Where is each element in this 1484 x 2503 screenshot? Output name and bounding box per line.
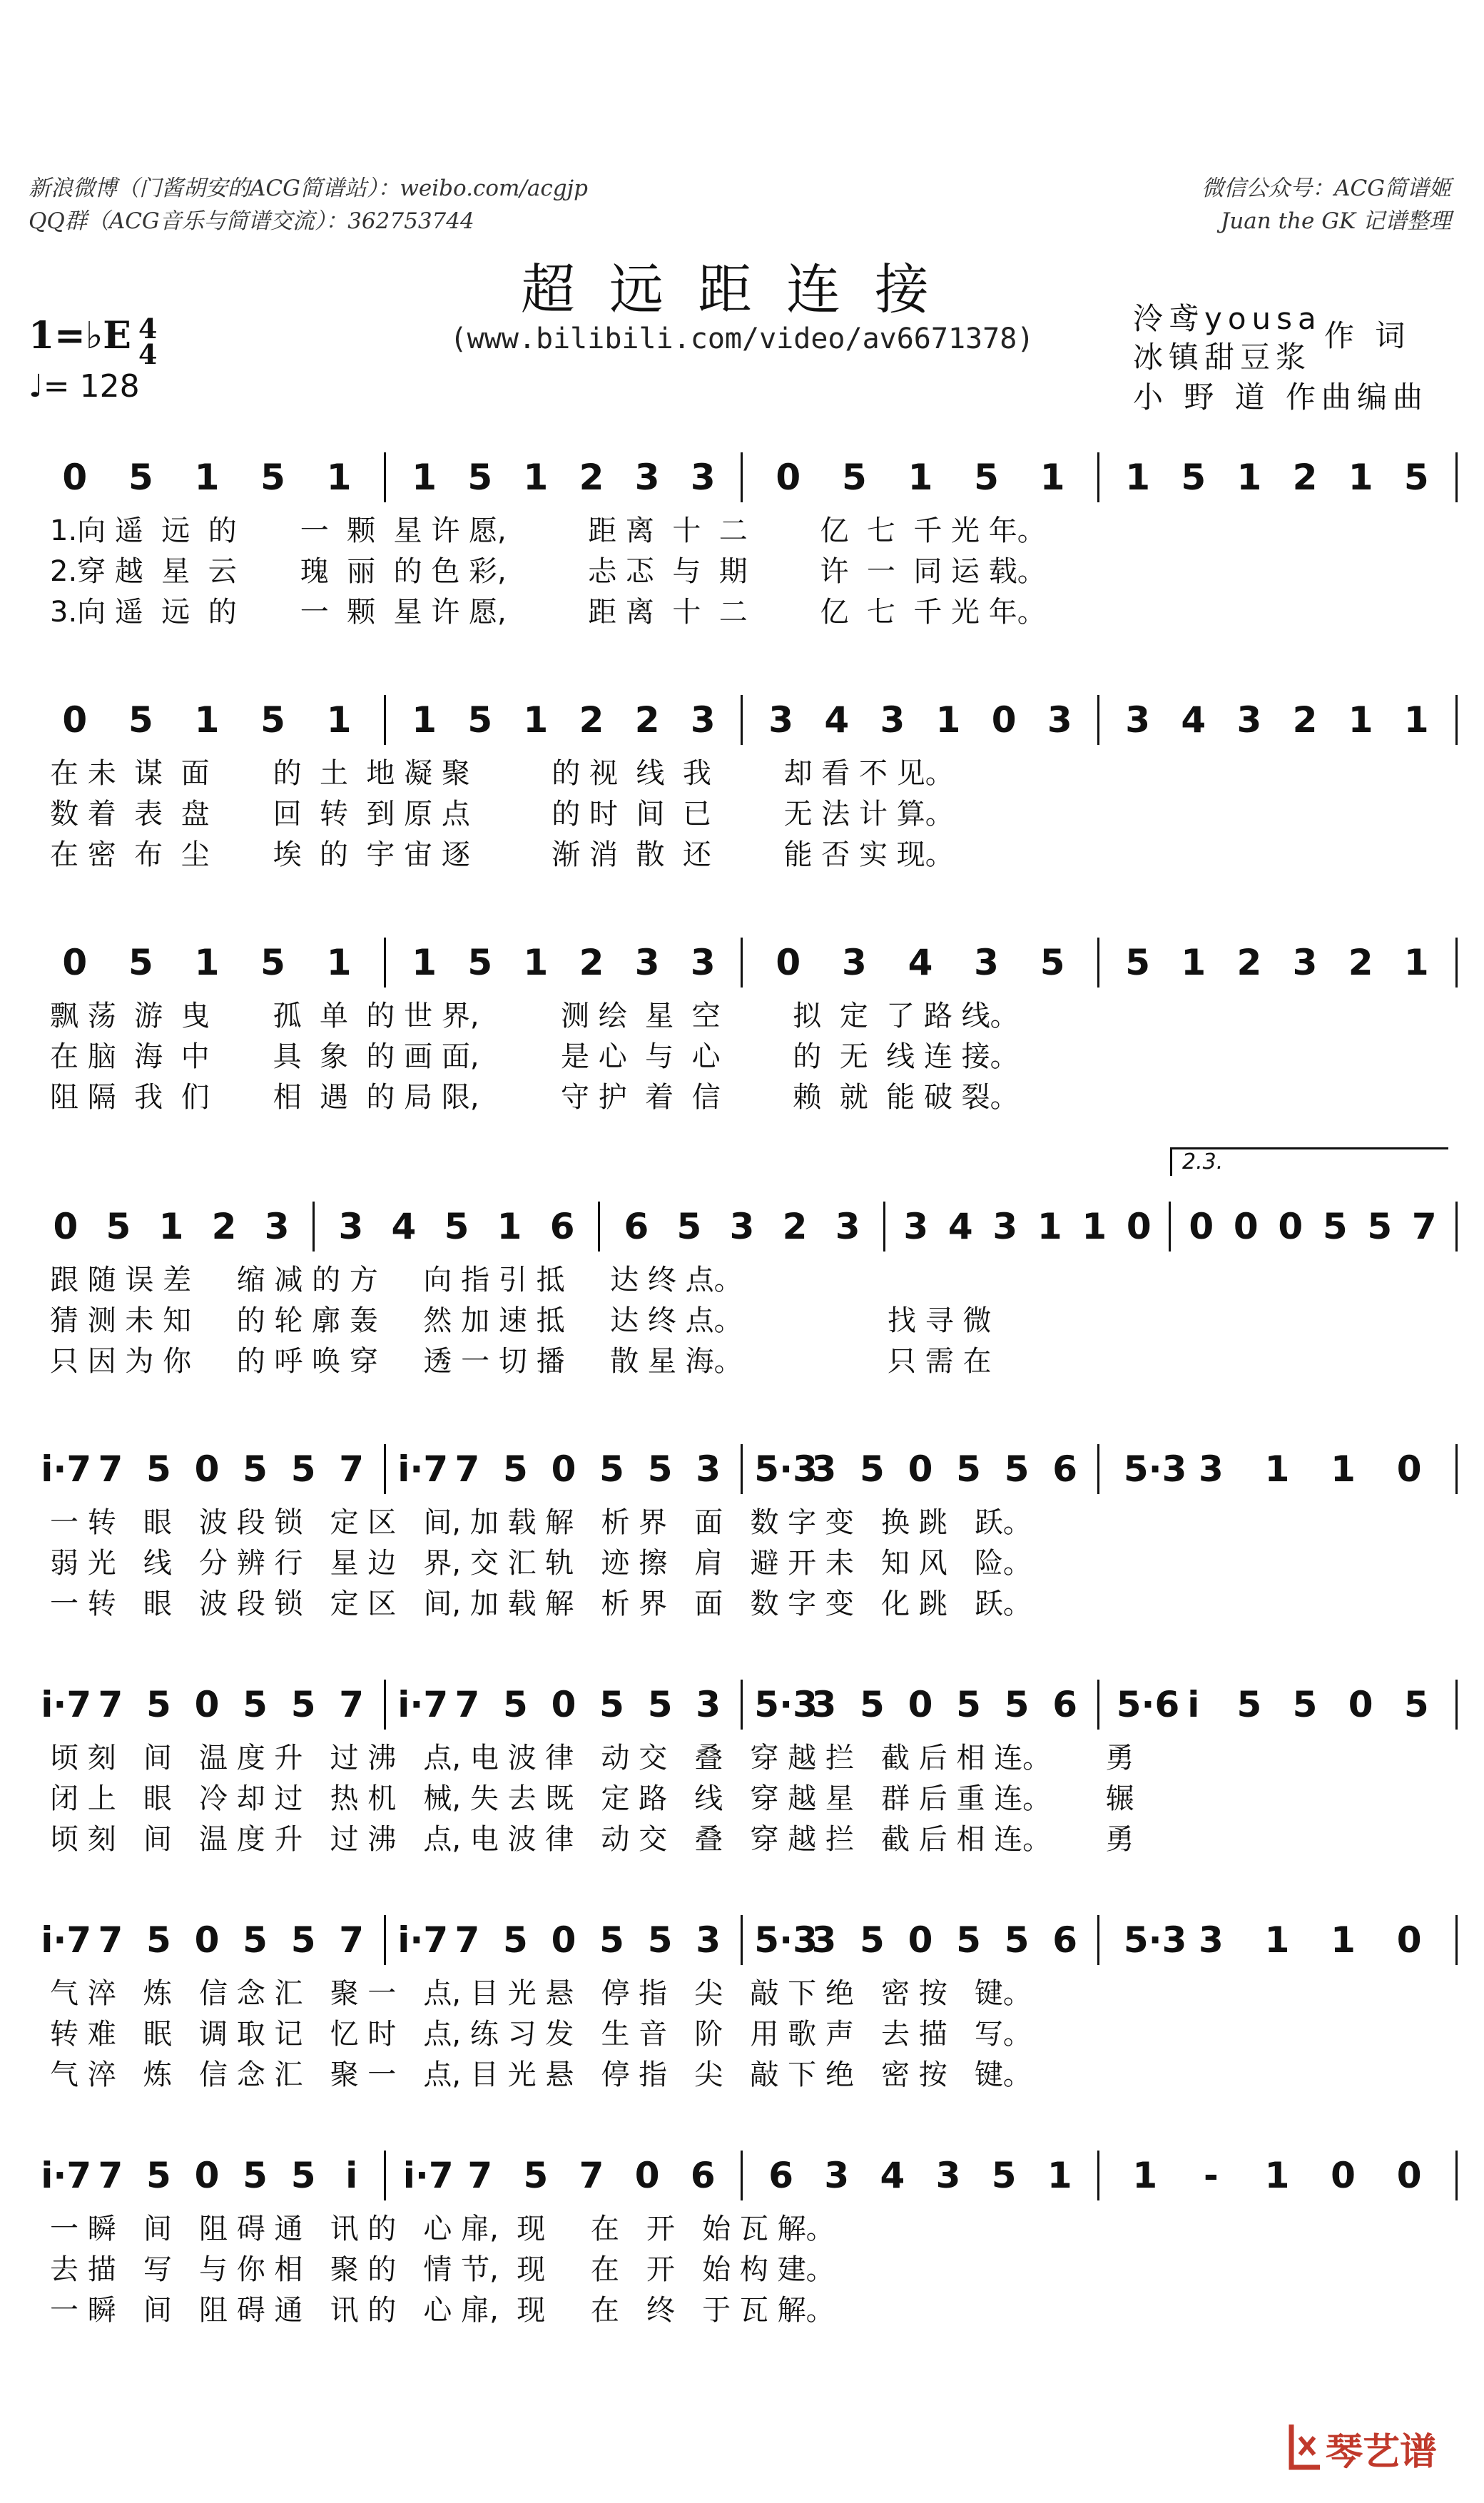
note: 0 bbox=[1278, 1206, 1303, 1247]
note: 5 bbox=[146, 1919, 171, 1961]
note: 1 bbox=[1181, 942, 1206, 983]
time-signature-bottom: 4 bbox=[138, 338, 158, 370]
lyric-line: 一 转 眼 波 段 锁 定 区 间, 加 载 解 析 界 面 数 字 变 换 跳 跃。 bbox=[50, 1506, 1032, 1539]
note: i·7 bbox=[397, 1919, 449, 1961]
tempo-marking: ♩= 128 bbox=[29, 368, 140, 405]
note: 1 bbox=[908, 457, 933, 498]
note: 4 bbox=[1181, 699, 1206, 741]
note: 0 bbox=[1396, 2155, 1422, 2196]
barline bbox=[1097, 1915, 1099, 1965]
note: 5 bbox=[1367, 1206, 1393, 1247]
note: i·7 bbox=[402, 2155, 454, 2196]
note: 0 bbox=[991, 699, 1017, 741]
note: 5 bbox=[444, 1206, 469, 1247]
note: 0 bbox=[1396, 1919, 1422, 1961]
note: 2 bbox=[579, 457, 604, 498]
note: 3 bbox=[1125, 699, 1151, 741]
note: 5 bbox=[503, 1919, 528, 1961]
barline bbox=[741, 1680, 743, 1730]
barline bbox=[1169, 1202, 1171, 1252]
note: 1 bbox=[523, 699, 549, 741]
note: 0 bbox=[194, 1684, 220, 1725]
note: 5 bbox=[290, 1684, 316, 1725]
note: 3 bbox=[811, 1684, 837, 1725]
note: 5 bbox=[290, 2155, 316, 2196]
note: 0 bbox=[1331, 2155, 1356, 2196]
note: 1 bbox=[1348, 457, 1373, 498]
note: 0 bbox=[908, 1684, 933, 1725]
note: 5 bbox=[106, 1206, 131, 1247]
note: 3 bbox=[1199, 1448, 1224, 1490]
lyric-line: 在 脑 海 中 具 象 的 画 面, 是 心 与 心 的 无 线 连 接。 bbox=[50, 1040, 1019, 1073]
note: 6 bbox=[768, 2155, 794, 2196]
barline bbox=[883, 1202, 885, 1252]
note: 1 bbox=[1236, 457, 1262, 498]
note: 0 bbox=[62, 942, 88, 983]
note: 7 bbox=[339, 1448, 365, 1490]
note: 5 bbox=[1181, 457, 1206, 498]
song-title: 超远距连接 bbox=[521, 258, 963, 321]
barline-end bbox=[1455, 1915, 1458, 1965]
note: 5 bbox=[1322, 1206, 1348, 1247]
note: 1 bbox=[194, 457, 220, 498]
note: 5 bbox=[991, 2155, 1017, 2196]
note: 5 bbox=[599, 1684, 624, 1725]
note: 1 bbox=[1132, 2155, 1158, 2196]
note: 2 bbox=[1348, 942, 1373, 983]
note: 5 bbox=[260, 699, 285, 741]
barline-end bbox=[1455, 452, 1458, 502]
note: 7 bbox=[98, 2155, 123, 2196]
note: 5 bbox=[647, 1919, 673, 1961]
note: 5 bbox=[243, 1448, 268, 1490]
note: 5 bbox=[860, 1684, 885, 1725]
note: 5·3 bbox=[1123, 1448, 1187, 1490]
note: 5 bbox=[260, 457, 285, 498]
barline-end bbox=[1455, 1680, 1458, 1730]
barline bbox=[1097, 1680, 1099, 1730]
note: 5 bbox=[1004, 1684, 1030, 1725]
note: i·7 bbox=[41, 1919, 92, 1961]
note: 3 bbox=[690, 699, 716, 741]
note: 7 bbox=[98, 1448, 123, 1490]
note: 6 bbox=[1052, 1919, 1078, 1961]
note: 6 bbox=[549, 1206, 575, 1247]
note: 0 bbox=[776, 942, 801, 983]
note: 3 bbox=[811, 1448, 837, 1490]
note: 0 bbox=[1189, 1206, 1214, 1247]
note: 3 bbox=[690, 942, 716, 983]
lyric-line: 转 难 眠 调 取 记 忆 时 点, 练 习 发 生 音 阶 用 歌 声 去 描 写。 bbox=[50, 2018, 1032, 2051]
lyricist-name-2: 冰镇甜豆浆 bbox=[1133, 340, 1312, 375]
barline bbox=[384, 695, 386, 745]
note: i·7 bbox=[397, 1448, 449, 1490]
note: 1 bbox=[1348, 699, 1373, 741]
barline bbox=[741, 1444, 743, 1494]
note: 3 bbox=[1292, 942, 1318, 983]
lyric-line: 只 因 为 你 的 呼 唤 穿 透 一 切 播 散 星 海。 只 需 在 bbox=[50, 1345, 992, 1378]
note: 0 bbox=[908, 1448, 933, 1490]
lyric-line: 去 描 写 与 你 相 聚 的 情 节, 现 在 开 始 构 建。 bbox=[50, 2253, 835, 2286]
note: 3 bbox=[338, 1206, 364, 1247]
note: 5 bbox=[146, 1684, 171, 1725]
note: 5 bbox=[599, 1448, 624, 1490]
note: 7 bbox=[454, 1448, 480, 1490]
note: 0 bbox=[551, 1684, 576, 1725]
barline bbox=[384, 1444, 386, 1494]
barline bbox=[1097, 452, 1099, 502]
note: 2 bbox=[579, 699, 604, 741]
note: 3 bbox=[264, 1206, 290, 1247]
lyricist-name: 泠鸢yousa bbox=[1133, 301, 1322, 336]
barline bbox=[384, 1680, 386, 1730]
barline-end bbox=[1455, 695, 1458, 745]
note: 5 bbox=[647, 1448, 673, 1490]
note: 6 bbox=[624, 1206, 649, 1247]
note: 2 bbox=[634, 699, 660, 741]
credit-qq-group: QQ群（ACG音乐与简谱交流）：362753744 bbox=[29, 208, 474, 234]
lyric-line: 2.穿 越 星 云 瑰 丽 的 色 彩, 忐 忑 与 期 许 一 同 运 载。 bbox=[50, 555, 1046, 588]
lyricist-role: 作 词 bbox=[1324, 318, 1411, 353]
note: 1 bbox=[326, 699, 352, 741]
note: 1 bbox=[412, 699, 437, 741]
note: 5 bbox=[467, 942, 493, 983]
note: 0 bbox=[908, 1919, 933, 1961]
lyric-line: 飘 荡 游 曳 孤 单 的 世 界, 测 绘 星 空 拟 定 了 路 线。 bbox=[50, 1000, 1019, 1032]
note: 1 bbox=[1331, 1448, 1356, 1490]
note: 5 bbox=[1236, 1684, 1262, 1725]
note: 0 bbox=[194, 1448, 220, 1490]
time-signature-top: 4 bbox=[138, 313, 158, 345]
note: 3 bbox=[903, 1206, 929, 1247]
barline bbox=[741, 2151, 743, 2200]
note: 2 bbox=[782, 1206, 808, 1247]
note: 1 bbox=[1264, 1919, 1290, 1961]
lyric-line: 气 淬 炼 信 念 汇 聚 一 点, 目 光 悬 停 指 尖 敲 下 绝 密 按 键。 bbox=[50, 2058, 1032, 2091]
note: 1 bbox=[1331, 1919, 1356, 1961]
note: 3 bbox=[634, 457, 660, 498]
note: 5 bbox=[146, 1448, 171, 1490]
note: i bbox=[1187, 1684, 1200, 1725]
note: 0 bbox=[634, 2155, 660, 2196]
note: 1 bbox=[1264, 1448, 1290, 1490]
note: 1 bbox=[1403, 942, 1429, 983]
note: 3 bbox=[696, 1448, 721, 1490]
note: 7 bbox=[98, 1919, 123, 1961]
note: 1 bbox=[1047, 2155, 1072, 2196]
note: 5 bbox=[860, 1919, 885, 1961]
note: 1 bbox=[1082, 1206, 1107, 1247]
logo-text: 琴艺谱 bbox=[1326, 2431, 1438, 2474]
note: 4 bbox=[391, 1206, 417, 1247]
lyric-line: 在 密 布 尘 埃 的 宇 宙 逐 渐 消 散 还 能 否 实 现。 bbox=[50, 838, 954, 871]
note: 0 bbox=[62, 457, 88, 498]
note: 5 bbox=[599, 1919, 624, 1961]
barline-end bbox=[1455, 1444, 1458, 1494]
barline bbox=[741, 695, 743, 745]
barline bbox=[741, 452, 743, 502]
barline bbox=[741, 938, 743, 988]
note: 6 bbox=[690, 2155, 716, 2196]
note: 0 bbox=[776, 457, 801, 498]
note: 3 bbox=[729, 1206, 755, 1247]
note: 3 bbox=[811, 1919, 837, 1961]
note: 1 bbox=[1040, 457, 1065, 498]
note: 1 bbox=[194, 942, 220, 983]
note: 0 bbox=[62, 699, 88, 741]
lyric-line: 顷 刻 间 温 度 升 过 沸 点, 电 波 律 动 交 叠 穿 越 拦 截 后 相 连。 勇 bbox=[50, 1823, 1134, 1856]
note: 5·3 bbox=[754, 1448, 818, 1490]
note: 5 bbox=[1292, 1684, 1318, 1725]
note: 7 bbox=[98, 1684, 123, 1725]
barline-end bbox=[1455, 2151, 1458, 2200]
lyric-line: 一 瞬 间 阻 碍 通 讯 的 心 扉, 现 在 开 始 瓦 解。 bbox=[50, 2213, 835, 2245]
note: 1 bbox=[497, 1206, 522, 1247]
barline bbox=[741, 1915, 743, 1965]
note: 1 bbox=[523, 457, 549, 498]
barline bbox=[1097, 695, 1099, 745]
barline bbox=[598, 1202, 600, 1252]
note: 5 bbox=[1040, 942, 1065, 983]
note: i·7 bbox=[41, 1684, 92, 1725]
note: 3 bbox=[974, 942, 999, 983]
note: 1 bbox=[194, 699, 220, 741]
note: 5 bbox=[1403, 1684, 1429, 1725]
volta-bracket: 2.3. bbox=[1170, 1147, 1448, 1176]
note: 5 bbox=[243, 1919, 268, 1961]
note: 7 bbox=[579, 2155, 604, 2196]
note: 3 bbox=[696, 1684, 721, 1725]
note: 0 bbox=[1233, 1206, 1259, 1247]
barline bbox=[1097, 1444, 1099, 1494]
note: 1 bbox=[523, 942, 549, 983]
note: 6 bbox=[1052, 1684, 1078, 1725]
lyric-line: 一 瞬 间 阻 碍 通 讯 的 心 扉, 现 在 终 于 瓦 解。 bbox=[50, 2294, 835, 2327]
note: 5 bbox=[956, 1684, 981, 1725]
note: 3 bbox=[992, 1206, 1018, 1247]
note: 1 bbox=[326, 457, 352, 498]
lyric-line: 3.向 遥 远 的 一 颗 星 许 愿, 距 离 十 二 亿 七 千 光 年。 bbox=[50, 596, 1046, 629]
note: 5 bbox=[503, 1448, 528, 1490]
note: 3 bbox=[824, 2155, 850, 2196]
note: 5 bbox=[290, 1919, 316, 1961]
note: 1 bbox=[1403, 699, 1429, 741]
note: 5 bbox=[467, 457, 493, 498]
note: 5 bbox=[1004, 1448, 1030, 1490]
note: 5 bbox=[842, 457, 867, 498]
note: 3 bbox=[935, 2155, 961, 2196]
lyric-line: 气 淬 炼 信 念 汇 聚 一 点, 目 光 悬 停 指 尖 敲 下 绝 密 按 键。 bbox=[50, 1977, 1032, 2010]
note: 0 bbox=[1396, 1448, 1422, 1490]
note: 5 bbox=[290, 1448, 316, 1490]
source-url: (www.bilibili.com/video/av6671378) bbox=[449, 323, 1035, 355]
lyric-line: 跟 随 误 差 缩 减 的 方 向 指 引 抵 达 终 点。 bbox=[50, 1264, 743, 1296]
note: 3 bbox=[1236, 699, 1262, 741]
note: 0 bbox=[194, 1919, 220, 1961]
note: 5 bbox=[956, 1919, 981, 1961]
note: 5 bbox=[128, 699, 153, 741]
note: 7 bbox=[454, 1684, 480, 1725]
credit-transcriber: Juan the GK 记谱整理 bbox=[1220, 208, 1451, 234]
note: i bbox=[345, 2155, 358, 2196]
note: 1 bbox=[326, 942, 352, 983]
note: 2 bbox=[579, 942, 604, 983]
note: 7 bbox=[467, 2155, 493, 2196]
note: 0 bbox=[194, 2155, 220, 2196]
note: 3 bbox=[835, 1206, 860, 1247]
note: 5 bbox=[260, 942, 285, 983]
note: 1 bbox=[1264, 2155, 1290, 2196]
note: 1 bbox=[412, 942, 437, 983]
note: 5 bbox=[503, 1684, 528, 1725]
note: i·7 bbox=[41, 2155, 92, 2196]
note: 5 bbox=[956, 1448, 981, 1490]
barline bbox=[384, 2151, 386, 2200]
note: 3 bbox=[634, 942, 660, 983]
note: 5 bbox=[128, 457, 153, 498]
note: 6 bbox=[1052, 1448, 1078, 1490]
note: 7 bbox=[454, 1919, 480, 1961]
note: 2 bbox=[1236, 942, 1262, 983]
credit-wechat: 微信公众号：ACG简谱姬 bbox=[1201, 176, 1451, 201]
note: 1 bbox=[1125, 457, 1151, 498]
note: 3 bbox=[880, 699, 905, 741]
note: 2 bbox=[1292, 457, 1318, 498]
note: 5 bbox=[243, 2155, 268, 2196]
note: 4 bbox=[908, 942, 933, 983]
logo-mark-icon bbox=[1284, 2417, 1327, 2474]
barline bbox=[1097, 938, 1099, 988]
barline bbox=[384, 452, 386, 502]
note: 5 bbox=[1403, 457, 1429, 498]
note: 5 bbox=[146, 2155, 171, 2196]
note: i·7 bbox=[41, 1448, 92, 1490]
lyric-line: 闭 上 眼 冷 却 过 热 机 械, 失 去 既 定 路 线 穿 越 星 群 后 重 连。 辗 bbox=[50, 1782, 1134, 1815]
note: 0 bbox=[1348, 1684, 1373, 1725]
note: 5 bbox=[467, 699, 493, 741]
note: 5 bbox=[243, 1684, 268, 1725]
note: 1 bbox=[158, 1206, 184, 1247]
credit-weibo: 新浪微博（门酱胡安的ACG简谱站）：weibo.com/acgjp bbox=[29, 176, 588, 201]
note: 1 bbox=[935, 699, 961, 741]
note: 7 bbox=[1411, 1206, 1437, 1247]
note: 2 bbox=[211, 1206, 237, 1247]
note: 5·3 bbox=[754, 1919, 818, 1961]
note: i·7 bbox=[397, 1684, 449, 1725]
barline-end bbox=[1455, 1202, 1458, 1252]
note: 5·3 bbox=[1123, 1919, 1187, 1961]
note: - bbox=[1204, 2155, 1219, 2196]
note: 3 bbox=[1047, 699, 1072, 741]
note: 4 bbox=[880, 2155, 905, 2196]
barline bbox=[312, 1202, 315, 1252]
barline-end bbox=[1455, 938, 1458, 988]
note: 5 bbox=[1125, 942, 1151, 983]
note: 5 bbox=[1004, 1919, 1030, 1961]
lyric-line: 1.向 遥 远 的 一 颗 星 许 愿, 距 离 十 二 亿 七 千 光 年。 bbox=[50, 514, 1046, 547]
note: 0 bbox=[1126, 1206, 1152, 1247]
note: 5 bbox=[523, 2155, 549, 2196]
barline bbox=[1097, 2151, 1099, 2200]
note: 3 bbox=[768, 699, 794, 741]
note: 4 bbox=[947, 1206, 973, 1247]
note: 4 bbox=[824, 699, 850, 741]
note: 1 bbox=[1037, 1206, 1062, 1247]
note: 5 bbox=[860, 1448, 885, 1490]
note: 3 bbox=[690, 457, 716, 498]
note: 5 bbox=[974, 457, 999, 498]
composer-credit: 小 野 道 作曲编曲 bbox=[1133, 380, 1429, 415]
lyric-line: 在 未 谋 面 的 土 地 凝 聚 的 视 线 我 却 看 不 见。 bbox=[50, 757, 954, 790]
time-signature bbox=[138, 313, 158, 370]
note: 0 bbox=[551, 1919, 576, 1961]
note: 3 bbox=[1199, 1919, 1224, 1961]
lyric-line: 顷 刻 间 温 度 升 过 沸 点, 电 波 律 动 交 叠 穿 越 拦 截 后 相 连。 勇 bbox=[50, 1742, 1134, 1775]
note: 2 bbox=[1292, 699, 1318, 741]
lyric-line: 弱 光 线 分 辨 行 星 边 界, 交 汇 轨 迹 擦 肩 避 开 未 知 风 险。 bbox=[50, 1547, 1032, 1580]
note: 3 bbox=[842, 942, 867, 983]
lyric-line: 猜 测 未 知 的 轮 廓 轰 然 加 速 抵 达 终 点。 找 寻 微 bbox=[50, 1304, 992, 1337]
note: 0 bbox=[551, 1448, 576, 1490]
note: 7 bbox=[339, 1684, 365, 1725]
barline bbox=[384, 938, 386, 988]
lyric-line: 阻 隔 我 们 相 遇 的 局 限, 守 护 着 信 赖 就 能 破 裂。 bbox=[50, 1081, 1019, 1114]
barline bbox=[384, 1915, 386, 1965]
lyric-line: 一 转 眼 波 段 锁 定 区 间, 加 载 解 析 界 面 数 字 变 化 跳 跃。 bbox=[50, 1588, 1032, 1620]
note: 5·6 bbox=[1116, 1684, 1180, 1725]
lyric-line: 数 着 表 盘 回 转 到 原 点 的 时 间 已 无 法 计 算。 bbox=[50, 798, 954, 831]
note: 0 bbox=[53, 1206, 78, 1247]
note: 5 bbox=[647, 1684, 673, 1725]
note: 5 bbox=[128, 942, 153, 983]
note: 5 bbox=[676, 1206, 702, 1247]
site-logo bbox=[1284, 2417, 1455, 2474]
note: 7 bbox=[339, 1919, 365, 1961]
key-signature: 1=♭E bbox=[29, 314, 131, 357]
note: 1 bbox=[412, 457, 437, 498]
note: 3 bbox=[696, 1919, 721, 1961]
note: 5·3 bbox=[754, 1684, 818, 1725]
